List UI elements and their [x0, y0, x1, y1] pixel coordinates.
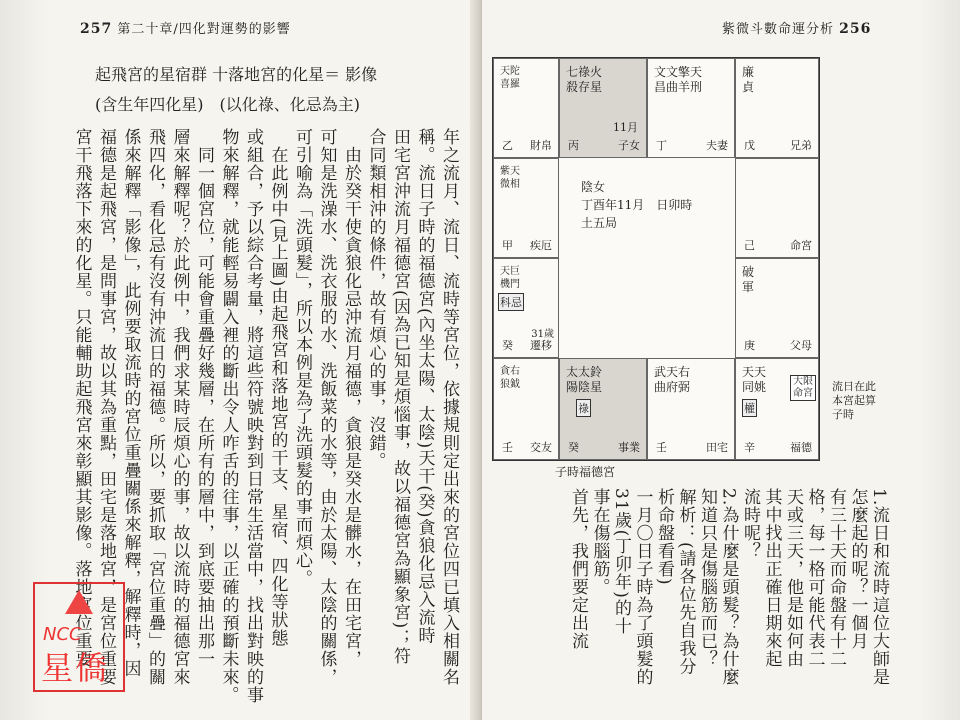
center-info — [581, 178, 692, 232]
cell-mao-age: 31歲 — [531, 329, 554, 340]
chart-caption: 子時福德宮 — [555, 465, 616, 479]
right-text-column: 1.流日和流時這位大師是 — [869, 488, 889, 687]
center-element: 土五局 — [581, 216, 618, 230]
stamp-xingqiao: 星僑 — [41, 649, 110, 687]
cell-you — [735, 158, 819, 258]
cell-yin — [493, 358, 559, 460]
right-text-column: 31歲(丁卯年)的十 — [611, 488, 631, 635]
cell-shen-stars: 廉 貞 — [742, 65, 755, 94]
cell-mao-palace: 遷移 — [530, 339, 552, 352]
cell-wei — [647, 58, 735, 158]
right-text-column: 有三十天而命盤有十二 — [826, 488, 846, 668]
cell-yin-stars: 貪右 狼鉞 — [500, 366, 520, 390]
cell-si-stars: 天陀 喜羅 — [500, 66, 520, 90]
cell-hai-stem: 辛 — [744, 441, 755, 454]
right-text-column: 析命盤看看) — [654, 488, 674, 586]
cell-xu-stem: 庚 — [744, 339, 755, 352]
left-text-column: 或組合，予以綜合考量，將這些符號映對到日常生活當中，找出對映的事 — [243, 128, 263, 704]
left-chapter-title: 第二十章/四化對運勢的影響 — [117, 22, 291, 37]
left-text-column: 合同類相沖的條件，故有煩心的事，沒錯。 — [365, 128, 386, 470]
cell-zi-palace: 田宅 — [706, 441, 728, 454]
left-text-column: 飛四化，看化忌有沒有沖流日的福德。所以，要抓取「宮位重疊」的關 — [145, 128, 165, 686]
cell-wei-palace: 夫妻 — [706, 139, 728, 152]
cell-chou-stars: 太太鈴 陽陰星 — [566, 365, 603, 394]
cell-chen — [493, 158, 559, 258]
right-page-number: 256 — [839, 21, 872, 37]
cell-hai-tag: 大限命宮 — [790, 375, 816, 401]
cell-chen-palace: 疾厄 — [530, 239, 552, 252]
cell-mao-hua: 科忌 — [498, 293, 524, 311]
right-running-head — [722, 18, 871, 37]
left-text-column: 係來解釋「影像」，此例要取流時的宮位重疊關係來解釋，解釋時，因 — [120, 128, 141, 678]
right-text-column: 首先，我們要定出流 — [568, 488, 588, 650]
cell-mao — [493, 258, 559, 358]
right-text-column: 流時呢？ — [740, 488, 760, 560]
stamp-ncc: NCC — [43, 624, 82, 645]
cell-mao-stars: 天巨 機門 — [500, 266, 520, 290]
floral-border-right — [920, 0, 960, 720]
cell-shen-palace: 兄弟 — [790, 139, 812, 152]
cell-chen-stem: 甲 — [502, 239, 513, 252]
cell-si-stem: 乙 — [502, 139, 513, 152]
cell-hai-hua: 權 — [742, 399, 757, 417]
cell-chou-stem: 癸 — [568, 441, 579, 454]
cell-wu-palace: 子女 — [618, 139, 640, 152]
right-text-column: 2.為什麼是頭髮？為什麼 — [718, 488, 739, 687]
cell-si — [493, 58, 559, 158]
left-page-number: 257 — [80, 21, 113, 37]
cell-yin-palace: 交友 — [530, 441, 552, 454]
chart-center — [559, 158, 735, 358]
cell-shen — [735, 58, 819, 158]
left-text-column: 在此例中(見上圖)由起飛宮和落地宮的干支、星宿、四化等狀態 — [267, 128, 288, 648]
left-text-column: 可知是洗澡水、洗衣服的水、洗飯菜的水等，由於太陽、太陰的關係， — [316, 128, 337, 686]
cell-hai — [735, 358, 819, 460]
left-text-column: 同一個宮位，可能會重疊好幾層，在所有的層中，到底要抽出那一 — [194, 128, 214, 668]
cell-yin-stem: 壬 — [502, 441, 513, 454]
right-text-column: 其中找出正確日期來起 — [761, 488, 782, 668]
right-book-title: 紫微斗數命運分析 — [722, 22, 835, 37]
cell-wu — [559, 58, 647, 158]
cell-you-stem: 己 — [744, 239, 755, 252]
cell-hai-stars: 天天 同姚 — [742, 365, 767, 394]
cell-hai-palace: 福德 — [790, 441, 812, 454]
right-text-column: 格，每一格可能代表二 — [804, 488, 825, 668]
left-text-column: 可引喻為「洗頭髮」，所以本例是為了洗頭髮的事而煩心。 — [292, 128, 312, 588]
side-note-line: 本宮起算 — [832, 394, 876, 407]
stamp-triangle-icon — [65, 590, 93, 614]
cell-mao-stem: 癸 — [502, 339, 513, 352]
cell-zi-stars: 武天右 曲府弼 — [654, 365, 691, 394]
center-birth: 丁酉年11月 日卯時 — [581, 198, 693, 212]
cell-wei-stem: 丁 — [656, 139, 667, 152]
right-text-column: 事在傷腦筋。 — [589, 488, 610, 596]
left-text-column: 由於癸干使貪狼化忌沖流月福德，貪狼是癸水是髒水，在田宅宮， — [341, 128, 361, 668]
left-text-column: 年之流月、流日、流時等宮位，依據規則定出來的宮位四已填入相關名 — [439, 128, 459, 686]
ncc-stamp-logo — [33, 582, 125, 692]
cell-xu-stars: 破 軍 — [742, 265, 755, 294]
side-note-line: 子時 — [832, 408, 854, 421]
cell-wu-month: 11月 — [613, 121, 638, 134]
left-text-column: 層來解釋呢？於此例中，我們求某時辰煩心的事，故以流時的福德宮來 — [169, 128, 190, 686]
cell-wei-stars: 文文擎天 昌曲羊刑 — [654, 65, 703, 94]
cell-shen-stem: 戊 — [744, 139, 755, 152]
formula-line: 起飛宮的星宿群 十落地宮的化星＝ 影像 — [95, 65, 378, 84]
side-note-line: 流日在此 — [832, 380, 876, 393]
right-text-column: 怎麼起的呢？一個月 — [847, 488, 868, 650]
left-text-column: 物來解釋，就能輕易闢入裡的斷出令人咋舌的往事，以正確的預斷未來。 — [218, 128, 239, 704]
center-gender: 陰女 — [581, 180, 606, 194]
cell-wu-stem: 丙 — [568, 139, 579, 152]
cell-xu — [735, 258, 819, 358]
left-running-head — [80, 18, 291, 37]
right-text-column: 天或三天，他是如何由 — [783, 488, 803, 668]
left-text-column: 宮干飛落下來的化星。只能輔助起飛宮來彰顯其影像。落地宮位重要 — [71, 128, 92, 668]
right-text-column: 知道只是傷腦筋而已？ — [697, 488, 717, 668]
cell-zi — [647, 358, 735, 460]
cell-xu-palace: 父母 — [790, 339, 812, 352]
right-text-column: 解析：(請各位先自我分 — [675, 488, 696, 676]
left-text-column: 田宅宮沖流月福德宮(因為已知是煩惱事，故以福德宮為顯象宮)；符 — [390, 128, 410, 666]
cell-zi-stem: 壬 — [656, 441, 667, 454]
cell-si-palace: 財帛 — [530, 139, 552, 152]
cell-chen-stars: 紫天 微相 — [500, 166, 520, 190]
right-text-column: 一月〇日子時為了頭髮的 — [632, 488, 653, 686]
left-text-column: 稱。流日子時的福德宮(內坐太陽、太陰)天干(癸)貪狼化忌入流時 — [414, 128, 435, 645]
formula-note: (含生年四化星) (以化祿、化忌為主) — [95, 95, 360, 114]
ziwei-chart — [492, 57, 820, 461]
cell-chou-palace: 事業 — [618, 441, 640, 454]
cell-wu-stars: 七祿火 殺存星 — [566, 65, 603, 94]
cell-you-palace: 命宮 — [790, 239, 812, 252]
cell-chou — [559, 358, 647, 460]
chart-side-note — [832, 380, 876, 422]
cell-chou-hua: 祿 — [576, 399, 591, 417]
left-text-column: 福德是起飛宮，是問事宮，故以其為重點，田宅是落地宮，是宮位重要 — [96, 128, 116, 686]
